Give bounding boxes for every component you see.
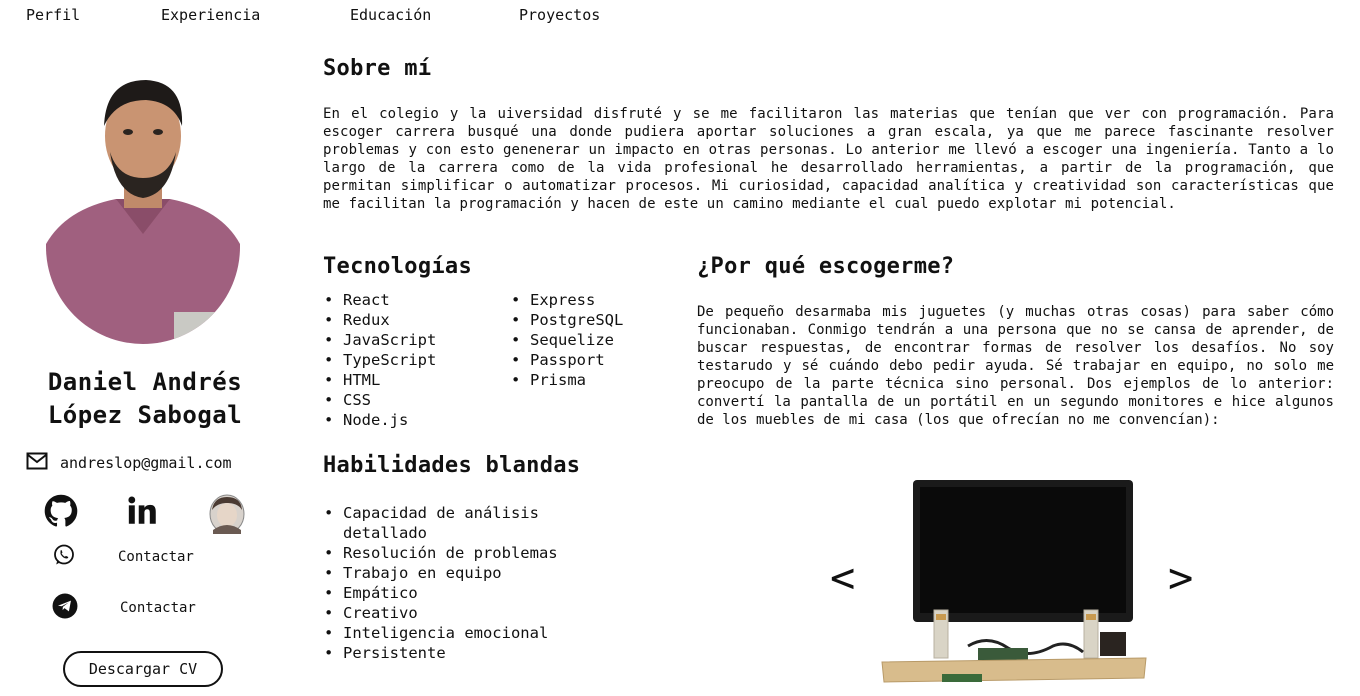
list-item: • Passport	[510, 350, 623, 370]
whatsapp-contact[interactable]	[52, 543, 194, 571]
list-item: • React	[323, 290, 436, 310]
list-item: • CSS	[323, 390, 436, 410]
profile-photo-illustration	[46, 74, 240, 344]
technologies-list-2	[510, 290, 623, 390]
list-item: • Node.js	[323, 410, 436, 430]
email-row[interactable]	[26, 452, 232, 474]
nav-link-proyectos[interactable]: Proyectos	[519, 6, 601, 24]
telegram-contact-label: Contactar	[120, 600, 196, 616]
why-me-text: De pequeño desarmaba mis juguetes (y muchas otras cosas) para saber cómo funcionaban. Conmigo tendrán a una persona que no se cansa de aprender, de buscar respuestas, de encontrar formas de resolver los desafíos. No soy testarudo y sé cuándo debo pedir ayuda. Sé trabajar en equipo, no solo me preocupo de la parte técnica sino personal. Dos ejemplos de lo anterior: convertí la pantalla de un portátil en un segundo monitores e hice algunos de los muebles de mi casa (los que ofrecían no me convencían):	[697, 304, 1334, 428]
monitor-photo-illustration	[878, 476, 1150, 686]
list-item: • TypeScript	[323, 350, 436, 370]
telegram-contact[interactable]	[52, 593, 196, 623]
list-item: • Persistente	[323, 643, 623, 663]
carousel-image	[878, 476, 1150, 686]
nav-link-experiencia[interactable]: Experiencia	[161, 6, 261, 24]
list-item: • Sequelize	[510, 330, 623, 350]
list-item: • Resolución de problemas	[323, 543, 623, 563]
whatsapp-icon	[52, 543, 76, 571]
list-item: • Capacidad de análisis detallado	[323, 503, 623, 543]
list-item: • Prisma	[510, 370, 623, 390]
carousel-next-button[interactable]: >	[1168, 553, 1194, 602]
nav-link-perfil[interactable]: Perfil	[26, 6, 81, 24]
list-item: • Redux	[323, 310, 436, 330]
github-icon[interactable]	[44, 494, 78, 532]
linkedin-icon[interactable]	[126, 494, 160, 532]
download-cv-button[interactable]: Descargar CV	[63, 651, 223, 687]
soft-skills-list	[323, 503, 623, 663]
nav-link-educacion[interactable]: Educación	[350, 6, 432, 24]
portfolio-avatar-icon[interactable]	[208, 494, 246, 538]
list-item: • JavaScript	[323, 330, 436, 350]
profile-photo	[46, 74, 240, 344]
technologies-list-1	[323, 290, 436, 430]
list-item: • Inteligencia emocional	[323, 623, 623, 643]
telegram-icon	[52, 593, 78, 623]
why-me-heading: ¿Por qué escogerme?	[697, 254, 955, 279]
profile-sidebar	[22, 66, 268, 696]
social-links	[42, 494, 248, 534]
list-item: • Creativo	[323, 603, 623, 623]
carousel-prev-button[interactable]: <	[830, 553, 856, 602]
list-item: • Trabajo en equipo	[323, 563, 623, 583]
list-item: • Express	[510, 290, 623, 310]
whatsapp-contact-label: Contactar	[118, 549, 194, 565]
technologies-heading: Tecnologías	[323, 254, 472, 279]
email-address: andreslop@gmail.com	[60, 454, 232, 472]
profile-name: Daniel Andrés López Sabogal	[47, 368, 243, 429]
list-item: • PostgreSQL	[510, 310, 623, 330]
about-heading: Sobre mí	[323, 56, 432, 81]
list-item: • HTML	[323, 370, 436, 390]
about-text: En el colegio y la uiversidad disfruté y se me facilitaron las materias que tenían que ver con programación. Para escoger carrera busqué una donde pudiera aportar soluciones a gran escala, ya que me parece fascinante resolver problemas y con esto genenerar un impacto en otras personas. Lo anterior me llevó a escoger una ingeniería. Tanto a lo largo de la carrera como de la vida profesional he desarrollado herramientas, a partir de la programación, que permitan simplificar o automatizar procesos. Mi curiosidad, capacidad analítica y creatividad son características que me facilitan la programación y hacen de este un camino mediante el cual puedo explotar mi potencial.	[323, 106, 1334, 212]
soft-skills-heading: Habilidades blandas	[323, 453, 581, 478]
list-item: • Empático	[323, 583, 623, 603]
mail-icon	[26, 452, 48, 474]
